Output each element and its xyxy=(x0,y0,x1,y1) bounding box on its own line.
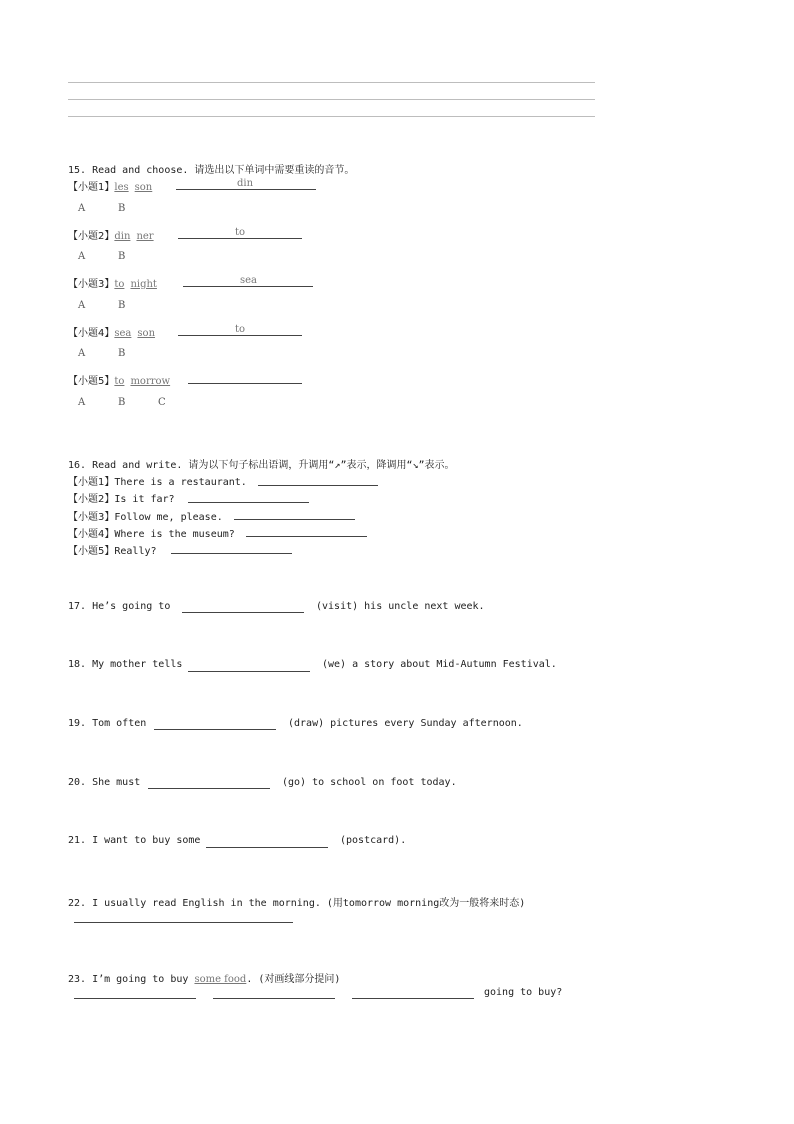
q16-item-label: 【小题5】 xyxy=(68,546,115,557)
q22-text: 22. I usually read English in the morning. (用tomorrow morning改为一般将来时态) xyxy=(68,898,526,909)
sentence: Really? xyxy=(114,546,157,557)
answer-line-2 xyxy=(68,99,595,100)
answer-blank[interactable] xyxy=(213,998,335,999)
q15-item-2 xyxy=(68,227,154,242)
syllable: night xyxy=(130,279,157,290)
q17-after: (visit) his uncle next week. xyxy=(316,601,485,612)
syllable: din xyxy=(114,231,131,242)
answer-blank[interactable] xyxy=(154,729,276,730)
option-b[interactable]: B xyxy=(118,300,126,311)
q15-item-label: 【小题3】 xyxy=(68,279,115,290)
q15-item-label: 【小题5】 xyxy=(68,376,115,387)
option-a[interactable]: A xyxy=(78,300,86,311)
q16-item-label: 【小题3】 xyxy=(68,512,115,523)
sentence: Where is the museum? xyxy=(114,529,235,540)
answer-blank[interactable] xyxy=(178,335,302,336)
q23-after: . (对画线部分提问) xyxy=(246,974,341,985)
option-a[interactable]: A xyxy=(78,348,86,359)
option-b[interactable]: B xyxy=(118,397,126,408)
answer-blank[interactable] xyxy=(246,536,367,537)
q20-before: 20. She must xyxy=(68,777,141,788)
q23-sentence xyxy=(68,970,340,985)
q23-underlined: some food xyxy=(194,974,247,985)
q15-item-5 xyxy=(68,372,170,387)
q15-item-label: 【小题1】 xyxy=(68,182,115,193)
answer-blank[interactable] xyxy=(188,671,310,672)
syllable: les xyxy=(114,182,129,193)
syllable: ner xyxy=(136,231,154,242)
answer-blank[interactable] xyxy=(188,502,309,503)
answer-blank[interactable] xyxy=(176,189,316,190)
q23-before: 23. I’m going to buy xyxy=(68,974,189,985)
q15-item-4 xyxy=(68,324,155,339)
q16-item-5 xyxy=(68,542,157,557)
syllable: son xyxy=(134,182,153,193)
q15-item-label: 【小题4】 xyxy=(68,328,115,339)
sentence: Follow me, please. xyxy=(114,512,223,523)
blank-word: sea xyxy=(240,275,258,286)
syllable: son xyxy=(137,328,156,339)
answer-blank[interactable] xyxy=(352,998,474,999)
option-a[interactable]: A xyxy=(78,397,86,408)
q15-item-3 xyxy=(68,275,157,290)
syllable: to xyxy=(114,376,125,387)
q23-tail: going to buy? xyxy=(484,987,563,998)
answer-line-1 xyxy=(68,82,595,83)
sentence: There is a restaurant. xyxy=(114,477,247,488)
answer-blank[interactable] xyxy=(206,847,328,848)
option-b[interactable]: B xyxy=(118,251,126,262)
q16-item-4 xyxy=(68,525,235,540)
q16-item-label: 【小题2】 xyxy=(68,494,115,505)
answer-blank[interactable] xyxy=(74,922,293,923)
option-b[interactable]: B xyxy=(118,348,126,359)
q18-before: 18. My mother tells xyxy=(68,659,183,670)
q15-item-1 xyxy=(68,178,152,193)
option-c[interactable]: C xyxy=(158,397,166,408)
answer-blank[interactable] xyxy=(183,286,313,287)
blank-word: to xyxy=(235,324,246,335)
q18-after: (we) a story about Mid-Autumn Festival. xyxy=(322,659,557,670)
answer-blank[interactable] xyxy=(148,788,270,789)
q21-before: 21. I want to buy some xyxy=(68,835,201,846)
answer-blank[interactable] xyxy=(74,998,196,999)
q15-heading: 15. Read and choose. 请选出以下单词中需要重读的音节。 xyxy=(68,165,355,176)
answer-blank[interactable] xyxy=(178,238,302,239)
option-b[interactable]: B xyxy=(118,203,126,214)
answer-blank[interactable] xyxy=(171,553,292,554)
answer-blank[interactable] xyxy=(188,383,302,384)
answer-line-3 xyxy=(68,116,595,117)
q16-item-2 xyxy=(68,490,175,505)
option-a[interactable]: A xyxy=(78,203,86,214)
q16-item-label: 【小题4】 xyxy=(68,529,115,540)
blank-word: to xyxy=(235,227,246,238)
answer-blank[interactable] xyxy=(182,612,304,613)
q16-item-label: 【小题1】 xyxy=(68,477,115,488)
q21-after: (postcard). xyxy=(340,835,407,846)
option-a[interactable]: A xyxy=(78,251,86,262)
q19-after: (draw) pictures every Sunday afternoon. xyxy=(288,718,523,729)
syllable: sea xyxy=(114,328,132,339)
q20-after: (go) to school on foot today. xyxy=(282,777,457,788)
answer-blank[interactable] xyxy=(234,519,355,520)
q16-item-1 xyxy=(68,473,247,488)
syllable: to xyxy=(114,279,125,290)
q16-item-3 xyxy=(68,508,223,523)
sentence: Is it far? xyxy=(114,494,175,505)
q16-heading: 16. Read and write. 请为以下句子标出语调，升调用“↗”表示，降调用“↘”表示。 xyxy=(68,460,455,471)
answer-blank[interactable] xyxy=(258,485,378,486)
blank-word: din xyxy=(237,178,254,189)
syllable: morrow xyxy=(130,376,171,387)
q19-before: 19. Tom often xyxy=(68,718,147,729)
q15-item-label: 【小题2】 xyxy=(68,231,115,242)
q17-before: 17. He’s going to xyxy=(68,601,171,612)
